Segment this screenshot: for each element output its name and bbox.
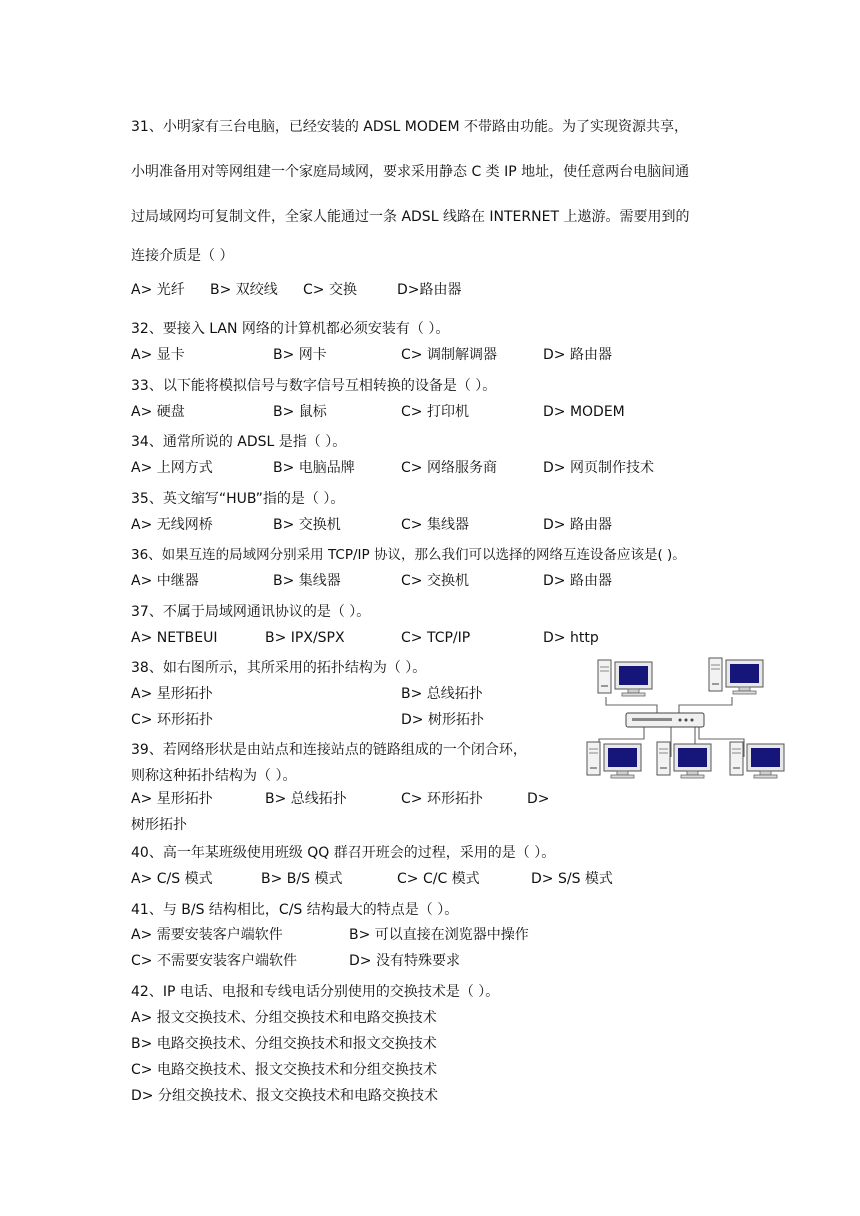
q37-option-b: B> IPX/SPX [265, 630, 345, 646]
q32-option-d: D> 路由器 [543, 347, 612, 363]
q31-option-a: A> 光纤 [131, 282, 185, 298]
q36-option-d: D> 路由器 [543, 573, 612, 589]
q31-stem-line-4: 连接介质是（ ） [131, 248, 234, 264]
computer-icon [730, 742, 784, 778]
q39-stem-line-2: 则称这种拓扑结构为（ ）。 [131, 768, 297, 784]
computer-icon [587, 742, 641, 778]
q33-stem: 33、以下能将模拟信号与数字信号互相转换的设备是（ ）。 [131, 378, 497, 394]
q42-option-b: B> 电路交换技术、分组交换技术和报文交换技术 [131, 1036, 437, 1052]
q42-option-d: D> 分组交换技术、报文交换技术和电路交换技术 [131, 1088, 438, 1104]
q33-option-a: A> 硬盘 [131, 404, 185, 420]
q39-option-b: B> 总线拓扑 [265, 791, 347, 807]
q37-option-c: C> TCP/IP [401, 630, 471, 646]
q38-option-a: A> 星形拓扑 [131, 686, 213, 702]
q40-option-d: D> S/S 模式 [531, 871, 613, 887]
q34-option-d: D> 网页制作技术 [543, 460, 654, 476]
q42-stem: 42、IP 电话、电报和专线电话分别使用的交换技术是（ ）。 [131, 984, 500, 1000]
q35-option-c: C> 集线器 [401, 517, 469, 533]
q39-option-d: D> [527, 791, 550, 807]
q38-option-d: D> 树形拓扑 [401, 712, 484, 728]
q42-option-a: A> 报文交换技术、分组交换技术和电路交换技术 [131, 1010, 437, 1026]
q36-option-a: A> 中继器 [131, 573, 199, 589]
q34-option-a: A> 上网方式 [131, 460, 213, 476]
q40-option-a: A> C/S 模式 [131, 871, 213, 887]
computer-icon [657, 742, 711, 778]
q32-option-a: A> 显卡 [131, 347, 185, 363]
hub-device [626, 713, 704, 727]
q39-option-a: A> 星形拓扑 [131, 791, 213, 807]
q31-stem-line-3: 过局域网均可复制文件，全家人能通过一条 ADSL 线路在 INTERNET 上遨游。需要用到的 [131, 209, 690, 225]
q41-option-a: A> 需要安装客户端软件 [131, 927, 283, 943]
q31-option-c: C> 交换 [303, 282, 357, 298]
q39-stem-line-1: 39、若网络形状是由站点和连接站点的链路组成的一个闭合环， [131, 742, 527, 758]
q42-option-c: C> 电路交换技术、报文交换技术和分组交换技术 [131, 1062, 437, 1078]
q33-option-d: D> MODEM [543, 404, 625, 420]
q33-option-c: C> 打印机 [401, 404, 469, 420]
computer-icon [709, 658, 763, 694]
q37-option-a: A> NETBEUI [131, 630, 218, 646]
q41-option-c: C> 不需要安装客户端软件 [131, 953, 297, 969]
q31-option-d: D>路由器 [397, 282, 462, 298]
q39-option-c: C> 环形拓扑 [401, 791, 483, 807]
q39-option-d-wrap: 树形拓扑 [131, 817, 187, 833]
q31-option-b: B> 双绞线 [210, 282, 278, 298]
q34-option-c: C> 网络服务商 [401, 460, 497, 476]
q31-stem-line-2: 小明准备用对等网组建一个家庭局域网，要求采用静态 C 类 IP 地址，使任意两台电脑间通 [131, 164, 690, 180]
q40-stem: 40、高一年某班级使用班级 QQ 群召开班会的过程，采用的是（ ）。 [131, 845, 556, 861]
q38-option-c: C> 环形拓扑 [131, 712, 213, 728]
q37-stem: 37、不属于局域网通讯协议的是（ ）。 [131, 604, 371, 620]
q37-option-d: D> http [543, 630, 599, 646]
q34-option-b: B> 电脑品牌 [273, 460, 355, 476]
q40-option-b: B> B/S 模式 [261, 871, 343, 887]
q35-option-a: A> 无线网桥 [131, 517, 213, 533]
q36-option-c: C> 交换机 [401, 573, 469, 589]
q35-option-b: B> 交换机 [273, 517, 341, 533]
q38-option-b: B> 总线拓扑 [401, 686, 483, 702]
q32-option-c: C> 调制解调器 [401, 347, 497, 363]
q35-stem: 35、英文缩写“HUB”指的是（ ）。 [131, 491, 345, 507]
q40-option-c: C> C/C 模式 [397, 871, 480, 887]
q41-stem: 41、与 B/S 结构相比，C/S 结构最大的特点是（ ）。 [131, 902, 459, 918]
network-topology-figure [584, 655, 790, 785]
q33-option-b: B> 鼠标 [273, 404, 327, 420]
q32-stem: 32、要接入 LAN 网络的计算机都必须安装有（ ）。 [131, 321, 450, 337]
q36-stem: 36、如果互连的局域网分别采用 TCP/IP 协议，那么我们可以选择的网络互连设备应该是( )。 [131, 547, 686, 563]
q36-option-b: B> 集线器 [273, 573, 341, 589]
q38-stem: 38、如右图所示，其所采用的拓扑结构为（ ）。 [131, 660, 427, 676]
q31-stem-line-1: 31、小明家有三台电脑，已经安装的 ADSL MODEM 不带路由功能。为了实现资源共享， [131, 119, 689, 135]
q32-option-b: B> 网卡 [273, 347, 327, 363]
q41-option-b: B> 可以直接在浏览器中操作 [349, 927, 529, 943]
q35-option-d: D> 路由器 [543, 517, 612, 533]
q34-stem: 34、通常所说的 ADSL 是指（ ）。 [131, 434, 347, 450]
computer-icon [598, 660, 652, 696]
q41-option-d: D> 没有特殊要求 [349, 953, 460, 969]
